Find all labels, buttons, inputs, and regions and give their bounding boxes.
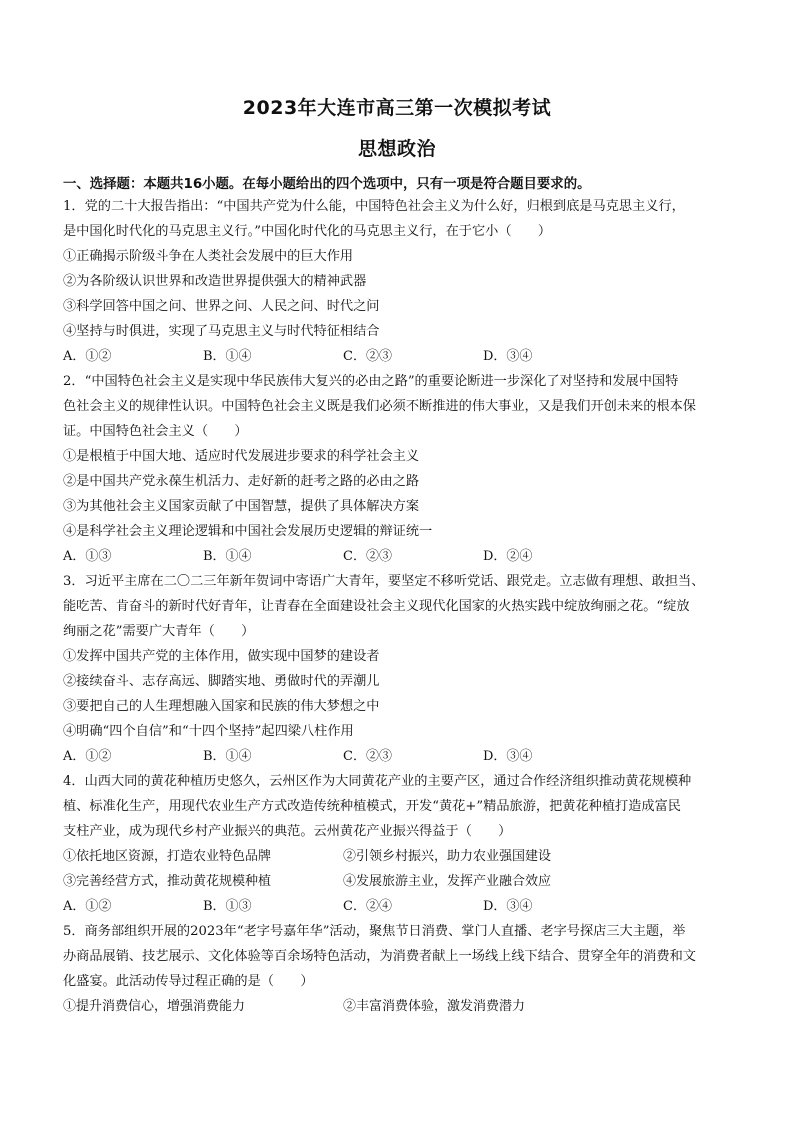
- q5-item: ②丰富消费体验，激发消费潜力: [343, 999, 526, 1014]
- q2-item: ①是根植于中国大地、适应时代发展进步要求的科学社会主义: [63, 449, 420, 464]
- q3-option-d: D．③④: [483, 749, 533, 764]
- q5-item: ①提升消费信心，增强消费能力: [63, 999, 246, 1014]
- q4-item: ④发展旅游主业，发挥产业融合效应: [343, 874, 552, 889]
- q3-stem-line: 3．习近平主席在二〇二三年新年贺词中寄语广大青年，要坚定不移听党话、跟党走。立志做有理想、敢担当、: [63, 574, 705, 589]
- q4-option-b: B．①③: [203, 899, 252, 914]
- q4-option-d: D．③④: [483, 899, 533, 914]
- q4-item: ②引领乡村振兴，助力农业强国建设: [343, 849, 552, 864]
- q5-stem-line: 化盛宴。此活动传导过程正确的是（ ）: [63, 974, 314, 989]
- q4-item: ③完善经营方式，推动黄花规模种植: [63, 874, 272, 889]
- exam-title: 2023年大连市高三第一次模拟考试: [242, 97, 552, 119]
- q5-stem-line: 办商品展销、技艺展示、文化体验等百余场特色活动，为消费者献上一场线上线下结合、贯穿全年的消费和文: [63, 949, 696, 964]
- q2-option-b: B．①④: [203, 549, 252, 564]
- q1-option-a: A．①②: [63, 349, 112, 364]
- q3-item: ①发挥中国共产党的主体作用，做实现中国梦的建设者: [63, 649, 380, 664]
- q4-stem-line: 支柱产业，成为现代乡村产业振兴的典范。云州黄花产业振兴得益于（ ）: [63, 824, 512, 839]
- q3-stem-line: 绚丽之花”需要广大青年（ ）: [63, 624, 255, 639]
- q2-stem-line: 证。中国特色社会主义（ ）: [63, 424, 248, 439]
- q1-option-d: D．③④: [483, 349, 533, 364]
- q3-option-a: A．①②: [63, 749, 112, 764]
- q1-item: ①正确揭示阶级斗争在人类社会发展中的巨大作用: [63, 249, 354, 264]
- q1-item: ④坚持与时俱进，实现了马克思主义与时代特征相结合: [63, 324, 380, 339]
- q4-stem-line: 4．山西大同的黄花种植历史悠久，云州区作为大同黄花产业的主要产区，通过合作经济组织推动黄花规模种: [63, 774, 692, 789]
- q2-stem-line: 色社会主义的规律性认识。中国特色社会主义既是我们必须不断推进的伟大事业，又是我们开创未来的根本保: [63, 399, 696, 414]
- q5-stem-line: 5．商务部组织开展的2023年“老字号嘉年华”活动，聚焦节日消费、掌门人直播、老字号探店三大主题，举: [63, 924, 686, 939]
- q3-item: ②接续奋斗、志存高远、脚踏实地、勇做时代的弄潮儿: [63, 674, 380, 689]
- q3-item: ③要把自己的人生理想融入国家和民族的伟大梦想之中: [63, 699, 380, 714]
- q2-item: ③为其他社会主义国家贡献了中国智慧，提供了具体解决方案: [63, 499, 420, 514]
- subject-title: 思想政治: [357, 138, 436, 160]
- q1-item: ③科学回答中国之问、世界之问、人民之问、时代之问: [63, 299, 380, 314]
- q4-item: ①依托地区资源，打造农业特色品牌: [63, 849, 272, 864]
- q1-option-c: C．②③: [343, 349, 392, 364]
- q2-option-d: D．②④: [483, 549, 533, 564]
- q3-stem-line: 能吃苦、肯奋斗的新时代好青年，让青春在全面建设社会主义现代化国家的火热实践中绽放绚丽之花。“绽放: [63, 599, 690, 614]
- section-heading: 一、选择题：本题共16小题。在每小题给出的四个选项中，只有一项是符合题目要求的。: [63, 177, 591, 192]
- q2-option-a: A．①③: [63, 549, 112, 564]
- q4-stem-line: 植、标准化生产，用现代农业生产方式改造传统种植模式，开发“黄花+”精品旅游，把黄花种植打造成富民: [63, 799, 681, 814]
- q2-stem-line: 2．“中国特色社会主义是实现中华民族伟大复兴的必由之路”的重要论断进一步深化了对坚持和发展中国特: [63, 374, 679, 389]
- q1-item: ②为各阶级认识世界和改造世界提供强大的精神武器: [63, 274, 367, 289]
- q4-option-c: C．②④: [343, 899, 392, 914]
- q1-stem-line: 是中国化时代化的马克思主义行。”中国化时代化的马克思主义行，在于它小（ ）: [63, 224, 552, 239]
- q3-item: ④明确“四个自信”和“十四个坚持”起四梁八柱作用: [63, 724, 354, 739]
- q2-item: ②是中国共产党永葆生机活力、走好新的赶考之路的必由之路: [63, 474, 420, 489]
- q2-item: ④是科学社会主义理论逻辑和中国社会发展历史逻辑的辩证统一: [63, 524, 433, 539]
- q1-stem-line: 1．党的二十大报告指出：“中国共产党为什么能，中国特色社会主义为什么好，归根到底是马克思主义行，: [63, 199, 685, 214]
- q3-option-c: C．②③: [343, 749, 392, 764]
- q2-option-c: C．②③: [343, 549, 392, 564]
- q1-option-b: B．①④: [203, 349, 252, 364]
- q4-option-a: A．①②: [63, 899, 112, 914]
- q3-option-b: B．①④: [203, 749, 252, 764]
